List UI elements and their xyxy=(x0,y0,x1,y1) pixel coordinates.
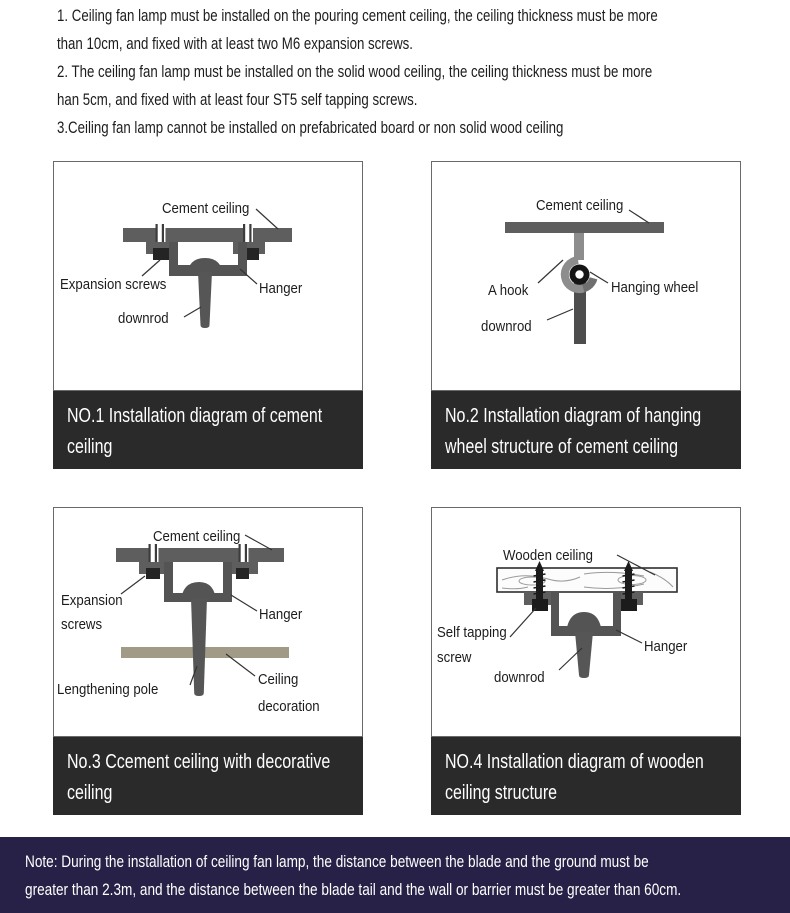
caption-no1 xyxy=(53,391,363,469)
expansion-anchor-left xyxy=(153,248,170,260)
caption-line: No.3 Ccement ceiling with decorative xyxy=(67,751,331,773)
label-hanger: Hanger xyxy=(259,606,303,623)
cement-ceiling-bar xyxy=(123,228,292,242)
caption-line: ceiling structure xyxy=(445,782,558,804)
instruction-line: than 10cm, and fixed with at least two M6 expansion screws. xyxy=(57,34,413,53)
label-hanging-wheel: Hanging wheel xyxy=(611,279,699,296)
lengthening-pole-shape xyxy=(191,598,207,696)
panel-no3-decorative-ceiling xyxy=(53,507,361,815)
expansion-anchor-left xyxy=(146,568,160,579)
diagram-area-no2 xyxy=(431,161,741,391)
caption-line: NO.4 Installation diagram of wooden xyxy=(445,751,704,773)
instruction-line: 3.Ceiling fan lamp cannot be installed on prefabricated board or non solid wood ceiling xyxy=(57,118,564,137)
label-hanger: Hanger xyxy=(259,280,303,297)
label-expansion-screws: Expansion screws xyxy=(60,276,167,293)
caption-no3 xyxy=(53,737,363,815)
instruction-line: han 5cm, and fixed with at least four ST5 self tapping screws. xyxy=(57,90,418,109)
label-cement-ceiling: Cement ceiling xyxy=(162,200,250,217)
note-line: Note: During the installation of ceiling fan lamp, the distance between the blade and the ground must be xyxy=(25,852,649,871)
caption-line: No.2 Installation diagram of hanging xyxy=(445,405,702,427)
diagram-area-no4 xyxy=(431,507,741,737)
hook-stem xyxy=(574,233,584,260)
note-line: greater than 2.3m, and the distance between the blade tail and the wall or barrier must be greater than 60cm. xyxy=(25,880,682,899)
panel-no4-wooden-ceiling xyxy=(431,507,739,815)
label-downrod: downrod xyxy=(494,669,545,686)
label-downrod: downrod xyxy=(481,318,532,335)
label-decoration: decoration xyxy=(258,698,320,715)
diagram-area-no3 xyxy=(53,507,363,737)
instruction-line: 1. Ceiling fan lamp must be installed on the pouring cement ceiling, the ceiling thickness must be more xyxy=(57,6,658,25)
downrod-shape xyxy=(575,632,593,678)
caption-line: NO.1 Installation diagram of cement xyxy=(67,405,323,427)
cement-ceiling-bar xyxy=(505,222,664,233)
label-a-hook: A hook xyxy=(488,282,529,299)
label-screw: screw xyxy=(437,649,472,666)
diagram-area-no1 xyxy=(53,161,363,391)
caption-line: wheel structure of cement ceiling xyxy=(445,436,678,458)
label-self-tapping: Self tapping xyxy=(437,624,507,641)
panel-no1-cement-ceiling xyxy=(53,161,361,469)
label-screws: screws xyxy=(61,616,103,633)
label-ceiling: Ceiling xyxy=(258,671,299,688)
caption-line: ceiling xyxy=(67,782,113,804)
label-lengthening-pole: Lengthening pole xyxy=(57,681,159,698)
hanger-leg-right xyxy=(223,562,232,596)
panel-no2-hanging-wheel xyxy=(431,161,739,469)
caption-no2 xyxy=(431,391,741,469)
caption-no4 xyxy=(431,737,741,815)
label-cement-ceiling: Cement ceiling xyxy=(153,528,241,545)
caption-line: ceiling xyxy=(67,436,113,458)
installation-instructions xyxy=(57,2,777,142)
label-expansion: Expansion xyxy=(61,592,123,609)
label-wooden-ceiling: Wooden ceiling xyxy=(503,547,594,564)
label-downrod: downrod xyxy=(118,310,169,327)
label-cement-ceiling: Cement ceiling xyxy=(536,197,624,214)
expansion-anchor-right xyxy=(236,568,249,579)
safety-note-band xyxy=(0,837,790,913)
downrod-shape xyxy=(198,272,212,328)
cement-ceiling-bar xyxy=(116,548,284,562)
label-hanger: Hanger xyxy=(644,638,688,655)
instruction-line: 2. The ceiling fan lamp must be installed on the solid wood ceiling, the ceiling thickness must be more xyxy=(57,62,653,81)
hanger-leg-left xyxy=(164,562,173,596)
wooden-ceiling-diagram xyxy=(432,508,740,736)
